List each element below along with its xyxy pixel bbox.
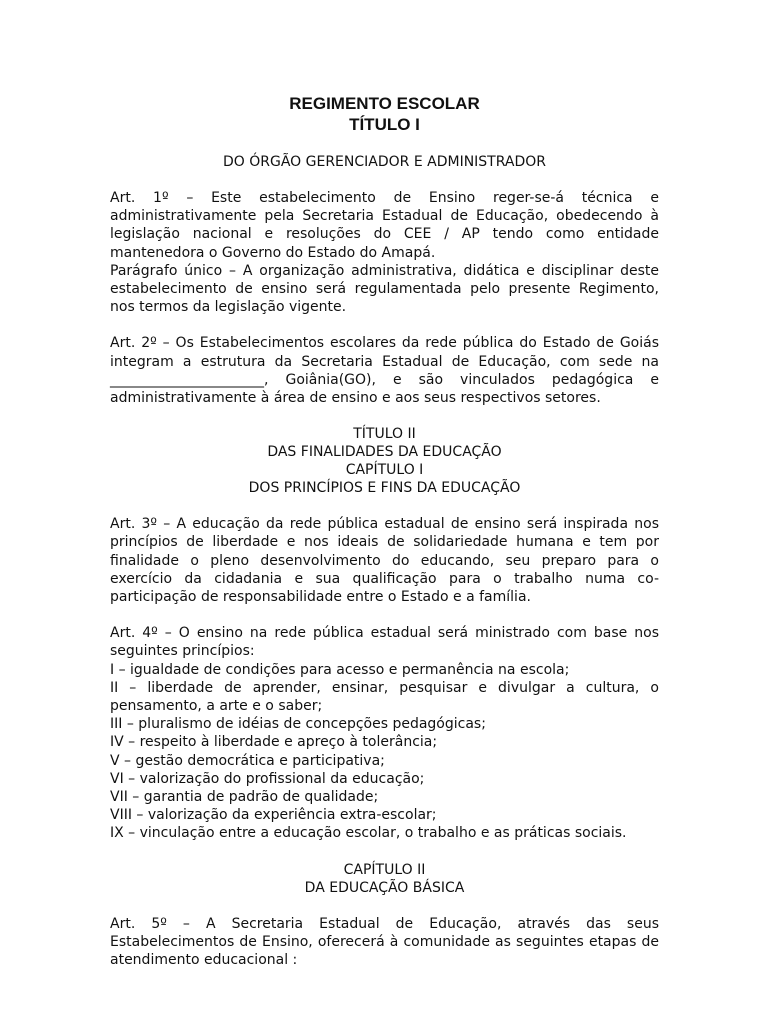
document-page <box>110 93 659 969</box>
document-title: REGIMENTO ESCOLAR <box>289 94 480 113</box>
title-i-heading: TÍTULO I <box>349 115 420 134</box>
titulo-ii-heading: TÍTULO II <box>353 426 416 443</box>
principle-item: VII – garantia de padrão de qualidade; <box>110 789 379 806</box>
article-4: Art. 4º – O ensino na rede pública estadual será ministrado com base nos seguintes princípios: <box>110 625 659 660</box>
article-3: Art. 3º – A educação da rede pública estadual de ensino será inspirada nos princípios de liberdade e nos ideais de solidariedade humana e tem por finalidade o pleno desenvolvimento do educando, seu preparo para o exercício da cidadania e sua qualificação para o trabalho numa co-participação de responsabilidade entre o Estado e a família. <box>110 516 659 606</box>
capitulo-i-name: DOS PRINCÍPIOS E FINS DA EDUCAÇÃO <box>248 480 521 497</box>
titulo-ii-name: DAS FINALIDADES DA EDUCAÇÃO <box>267 444 502 461</box>
article-5: Art. 5º – A Secretaria Estadual de Educação, através das seus Estabelecimentos de Ensino, oferecerá à comunidade as seguintes etapas de atendimento educacional : <box>110 915 659 969</box>
capitulo-ii-heading: CAPÍTULO II <box>343 861 426 878</box>
principle-item: III – pluralismo de idéias de concepções pedagógicas; <box>110 716 486 733</box>
principle-item: IX – vinculação entre a educação escolar, o trabalho e as práticas sociais. <box>110 825 627 842</box>
capitulo-ii-name: DA EDUCAÇÃO BÁSICA <box>304 879 465 896</box>
article-2: Art. 2º – Os Estabelecimentos escolares da rede pública do Estado de Goiás integram a estrutura da Secretaria Estadual de Educação, com sede na ______________________, Goiânia(GO), e são vinculados pedagógica e administrativamente à área de ensino e aos seus respectivos setores. <box>110 335 659 407</box>
principle-item: VIII – valorização da experiência extra-escolar; <box>110 807 437 824</box>
principle-item: VI – valorização do profissional da educação; <box>110 770 425 787</box>
principle-item: I – igualdade de condições para acesso e permanência na escola; <box>110 661 570 678</box>
article-1-paragraph: Parágrafo único – A organização administrativa, didática e disciplinar deste estabelecimento de ensino será regulamentada pelo presente Regimento, nos termos da legislação vigente. <box>110 262 659 316</box>
capitulo-i-heading: CAPÍTULO I <box>345 462 424 479</box>
article-1: Art. 1º – Este estabelecimento de Ensino reger-se-á técnica e administrativamente pela Secretaria Estadual de Educação, obedecendo à legislação nacional e resoluções do CEE / AP tendo como entidade mantenedora o Governo do Estado do Amapá. <box>110 190 659 261</box>
principle-item: V – gestão democrática e participativa; <box>110 752 385 769</box>
principle-item: IV – respeito à liberdade e apreço à tolerância; <box>110 734 438 751</box>
section-heading-orgao: DO ÓRGÃO GERENCIADOR E ADMINISTRADOR <box>222 154 546 170</box>
principle-item: II – liberdade de aprender, ensinar, pesquisar e divulgar a cultura, o pensamento, a arte e o saber; <box>110 679 659 715</box>
